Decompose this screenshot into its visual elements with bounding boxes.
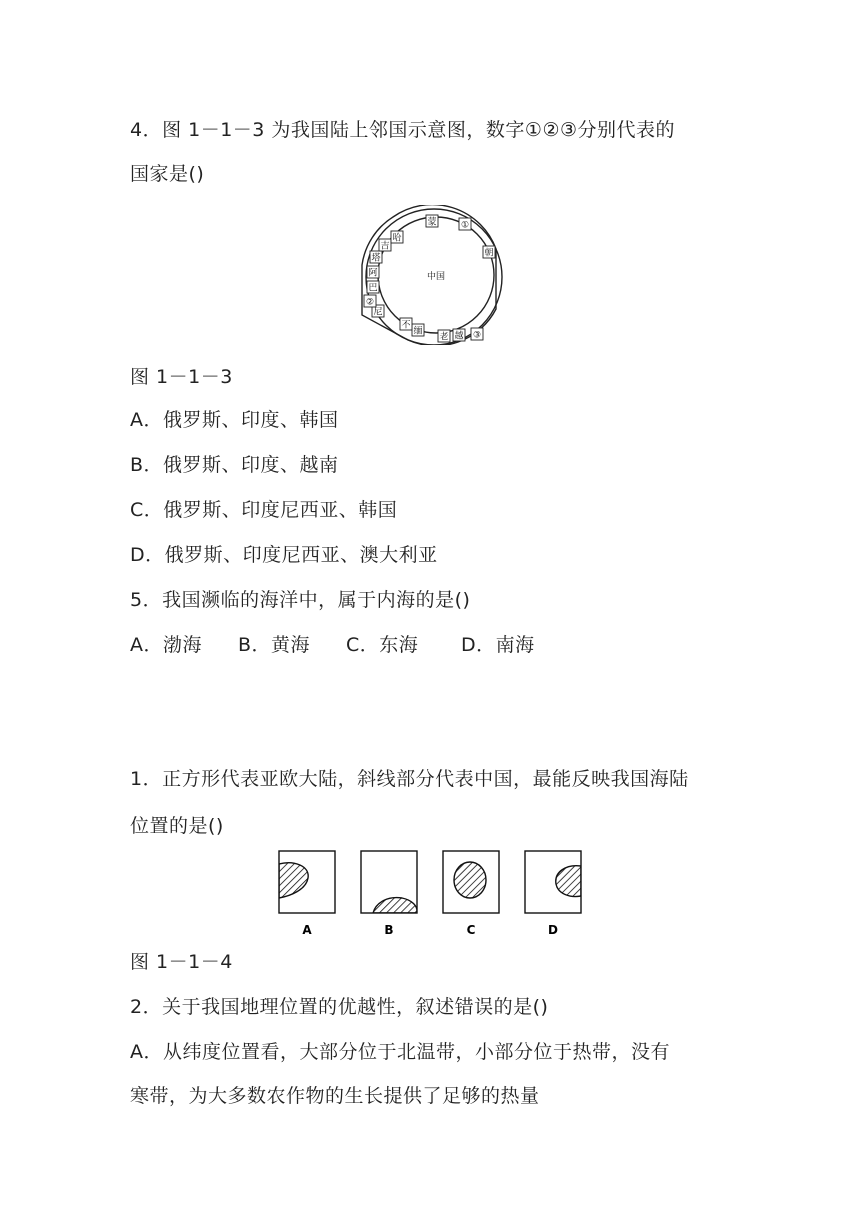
panel-b <box>361 851 417 913</box>
segment-label: 越 <box>454 331 464 342</box>
q5-option-c[interactable]: C．东海 <box>346 634 419 656</box>
q4-option-b[interactable]: B．俄罗斯、印度、越南 <box>130 454 339 476</box>
segment-label: 巴 <box>368 283 378 294</box>
panel-c <box>443 851 499 913</box>
segment-label: 蒙 <box>427 217 437 228</box>
panel-a <box>279 851 335 913</box>
q5-options <box>130 633 535 657</box>
q4-option-c[interactable]: C．俄罗斯、印度尼西亚、韩国 <box>130 499 398 521</box>
q2-option-a-line1[interactable]: A．从纬度位置看，大部分位于北温带，小部分位于热带，没有 <box>130 1041 670 1063</box>
q4-option-a[interactable]: A．俄罗斯、印度、韩国 <box>130 409 339 431</box>
sea-land-position-figure <box>276 846 588 946</box>
segment-label: ② <box>365 297 375 308</box>
neighbor-countries-diagram <box>360 205 506 349</box>
segment-label: 朝 <box>484 248 494 259</box>
panel-label-c: C <box>466 923 476 937</box>
segment-label: ① <box>460 220 470 231</box>
q2-option-a-line2[interactable]: 寒带，为大多数农作物的生长提供了足够的热量 <box>130 1085 540 1107</box>
q4-figure-label: 图 1－1－3 <box>130 366 233 388</box>
q5-option-b[interactable]: B．黄海 <box>238 634 311 656</box>
segment-label: 老 <box>439 332 449 343</box>
q4-stem-line2: 国家是() <box>130 163 205 185</box>
segment-label: 塔 <box>371 253 381 264</box>
q4-option-d[interactable]: D．俄罗斯、印度尼西亚、澳大利亚 <box>130 544 438 566</box>
segment-label: 阿 <box>368 268 378 279</box>
segment-label: 尼 <box>373 307 383 318</box>
segment-label: 吉 <box>380 241 390 252</box>
diagram-center-label: 中国 <box>426 272 446 282</box>
q2-stem: 2．关于我国地理位置的优越性，叙述错误的是() <box>130 996 549 1018</box>
panel-label-d: D <box>548 923 558 937</box>
q5-stem: 5．我国濒临的海洋中，属于内海的是() <box>130 589 471 611</box>
q1-stem-line2: 位置的是() <box>130 815 224 837</box>
q5-option-a[interactable]: A．渤海 <box>130 634 202 656</box>
q4-stem-line1: 4．图 1－1－3 为我国陆上邻国示意图，数字①②③分别代表的 <box>130 119 676 141</box>
segment-label: 哈 <box>392 233 402 244</box>
q1-figure-label: 图 1－1－4 <box>130 951 233 973</box>
q1-stem-line1: 1．正方形代表亚欧大陆，斜线部分代表中国，最能反映我国海陆 <box>130 768 689 790</box>
ring-diagram-svg <box>360 205 506 345</box>
segment-label: 缅 <box>413 326 423 337</box>
segment-label: ③ <box>472 330 482 341</box>
panels-svg <box>276 846 588 942</box>
q5-option-d[interactable]: D．南海 <box>461 634 535 656</box>
panel-label-b: B <box>384 923 394 937</box>
panel-d <box>525 851 581 913</box>
segment-label: 不 <box>401 320 411 331</box>
panel-label-a: A <box>302 923 312 937</box>
